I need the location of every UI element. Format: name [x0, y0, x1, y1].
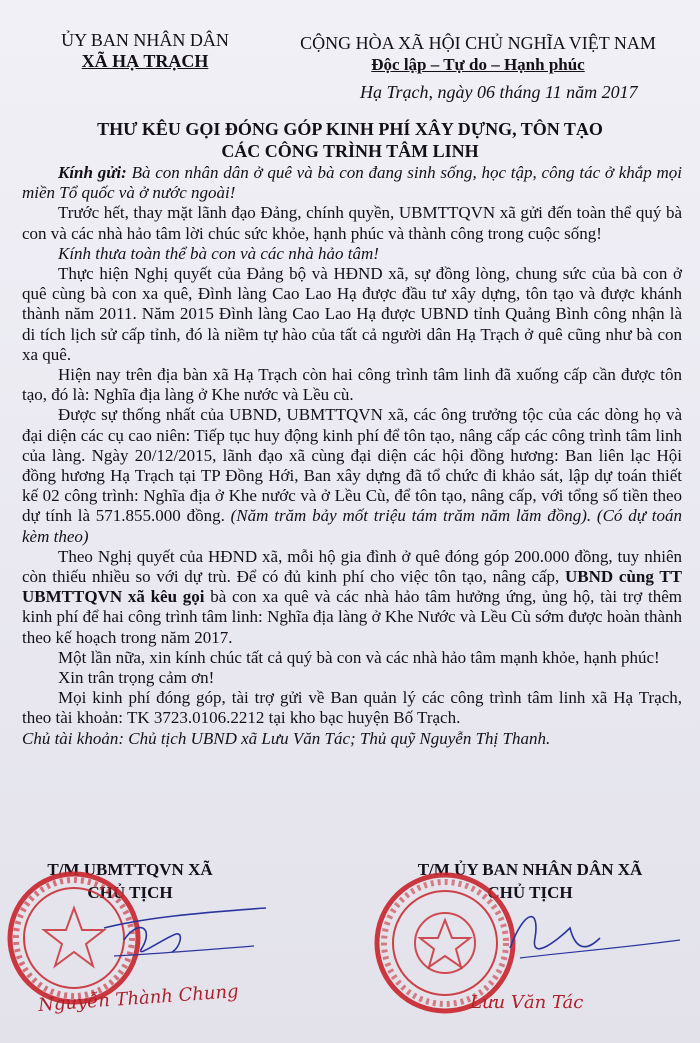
- paragraph-7: Xin trân trọng cảm ơn!: [58, 668, 215, 688]
- right-signer-name: Lưu Văn Tác: [470, 992, 584, 1013]
- paragraph-5-text-a: Theo Nghị quyết của HĐND xã, mỗi hộ gia đình ở quê đóng góp 200.000 đồng, tuy nhiên còn thiếu nhiều so với dự trù. Để có đủ kinh phí cho việc tôn tạo, nâng cấp,: [22, 546, 682, 587]
- commune-name: XÃ HẠ TRẠCH: [81, 51, 209, 71]
- paragraph-4-note: (Năm trăm bảy mốt triệu tám trăm năm lăm đồng). (Có dự toán kèm theo): [22, 506, 682, 546]
- salutation: Kính thưa toàn thể bà con và các nhà hảo tâm!: [58, 243, 379, 263]
- paragraph-4-text: Được sự thống nhất của UBND, UBMTTQVN xã, các ông trưởng tộc của các dòng họ và đại diện các cụ cao niên: Tiếp tục huy động kinh phí để tôn tạo, nâng cấp các công trình tâm linh của làng. Ngày 20/12/2015, lãnh đạo xã cùng đại diện các hội đồng hương: Ban liên lạc Hội đồng hương Hạ Trạch tại TP Đồng Hới, Ban xây dựng đã tổ chức đi khảo sát, lập dự toán thiết kế 02 công trình: Nghĩa địa ở Khe nước và ở Lều Cù, để tôn tạo, nâng cấp, với tổng số tiền theo dự tính là 571.855.000 đồng.: [22, 405, 682, 526]
- paragraph-5-emphasis: UBND cùng TT UBMTTQVN xã kêu gọi: [22, 567, 682, 607]
- right-signature-stroke: [510, 917, 600, 949]
- document-date: Hạ Trạch, ngày 06 tháng 11 năm 2017: [360, 82, 638, 102]
- paragraph-3: Hiện nay trên địa bàn xã Hạ Trạch còn hai công trình tâm linh đã xuống cấp cần được tôn tạo, đó là: Nghĩa địa làng ở Khe nước và Lều cù.: [22, 365, 682, 405]
- paragraph-1: Trước hết, thay mặt lãnh đạo Đảng, chính quyền, UBMTTQVN xã gửi đến toàn thể quý bà con và các nhà hảo tâm lời chúc sức khỏe, hạnh phúc và thành công trong cuộc sống!: [22, 203, 682, 243]
- title-line-1: THƯ KÊU GỌI ĐÓNG GÓP KINH PHÍ XÂY DỰNG, TÔN TẠO: [97, 119, 603, 139]
- left-seal-and-signature: [4, 868, 274, 1043]
- title-line-2: CÁC CÔNG TRÌNH TÂM LINH: [221, 141, 479, 161]
- paragraph-5-text-b: bà con xa quê và các nhà hảo tâm hưởng ứng, ủng hộ, tài trợ thêm kinh phí để hai công trình tâm linh: Nghĩa địa làng ở Khe Nước và Lều Cù sớm được hoàn thành theo kế hoạch trong năm 2017.: [22, 587, 682, 647]
- paragraph-6: Một lần nữa, xin kính chúc tất cả quý bà con và các nhà hảo tâm mạnh khỏe, hạnh phúc!: [58, 647, 660, 667]
- issuing-agency-block: [0, 30, 290, 72]
- right-seal-and-signature: [360, 868, 690, 1043]
- paragraph-9: Chủ tài khoản: Chủ tịch UBND xã Lưu Văn Tác; Thủ quỹ Nguyễn Thị Thanh.: [22, 728, 551, 748]
- greeting-text: Bà con nhân dân ở quê và bà con đang sinh sống, học tập, công tác ở khắp mọi miền Tổ quốc và ở nước ngoài!: [22, 163, 683, 203]
- agency-name: ỦY BAN NHÂN DÂN: [61, 30, 229, 50]
- paragraph-8: Mọi kinh phí đóng góp, tài trợ gửi về Ban quản lý các công trình tâm linh xã Hạ Trạch, theo tài khoản: TK 3723.0106.2212 tại kho bạc huyện Bố Trạch.: [22, 688, 682, 728]
- greeting: [22, 163, 682, 203]
- right-signer-title: CHỦ TỊCH: [487, 883, 573, 902]
- right-seal: [377, 875, 513, 1011]
- paragraph-2: Thực hiện Nghị quyết của Đảng bộ và HĐND xã, sự đồng lòng, chung sức của bà con ở quê cùng bà con xa quê, Đình làng Cao Lao Hạ được đầu tư xây dựng, tôn tạo và được khánh thành năm 2011. Năm 2015 Đình làng Cao Lao Hạ được UBND tỉnh Quảng Bình công nhận là di tích lịch sử cấp tỉnh, đó là niềm tự hào của tất cả người dân Hạ Trạch ở quê cũng như bà con xa quê.: [22, 264, 682, 364]
- left-seal: [10, 874, 138, 1002]
- left-signer-name: Nguyễn Thành Chung: [37, 981, 240, 1016]
- left-signer-role: T/M UBMTTQVN XÃ: [47, 860, 213, 879]
- country-name: CỘNG HÒA XÃ HỘI CHỦ NGHĨA VIỆT NAM: [300, 33, 656, 53]
- greeting-label: Kính gửi:: [58, 163, 127, 182]
- letter-body: [22, 163, 682, 749]
- right-signer-role: T/M ỦY BAN NHÂN DÂN XÃ: [417, 860, 643, 879]
- national-motto-block: [258, 33, 698, 75]
- left-signer-title: CHỦ TỊCH: [87, 883, 173, 902]
- paragraph-5: [22, 547, 682, 648]
- paragraph-4: [22, 405, 682, 546]
- motto: Độc lập – Tự do – Hạnh phúc: [371, 55, 585, 74]
- document-title: [0, 118, 700, 162]
